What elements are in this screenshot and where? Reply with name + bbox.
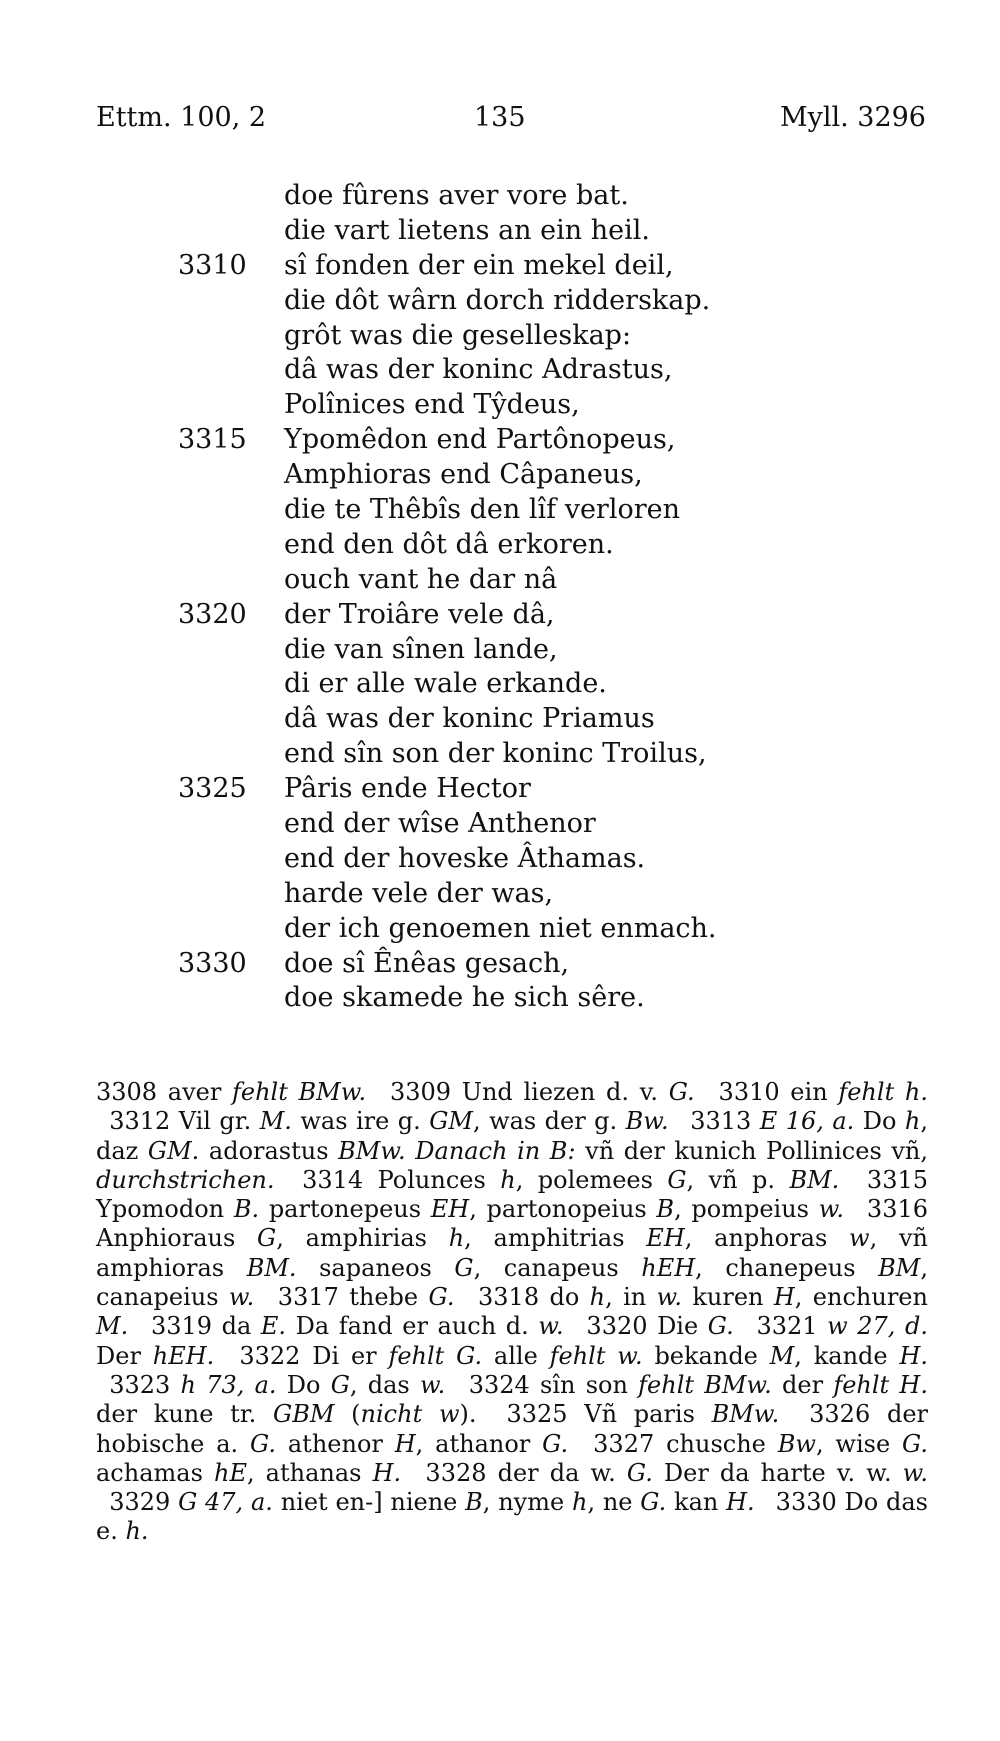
apparatus-reading: 3324 sîn son: [468, 1370, 639, 1399]
apparatus-siglum: h 73, a.: [180, 1370, 277, 1399]
apparatus-reading: 3310 ein: [718, 1078, 839, 1106]
verse-text: die vart lietens an ein heil.: [284, 214, 650, 246]
verse-text: die van sînen lande,: [284, 633, 558, 665]
apparatus-siglum: E 16, a.: [759, 1107, 855, 1136]
apparatus-siglum: fehlt BMw.: [232, 1078, 367, 1106]
verse-number: 3320: [178, 598, 247, 630]
apparatus-siglum: G 47, a.: [178, 1488, 273, 1517]
apparatus-reading: , athanas: [246, 1458, 373, 1487]
apparatus-reading: 3325 Vñ paris: [506, 1400, 712, 1429]
apparatus-reading: , kande: [794, 1341, 900, 1370]
verse-line: [0, 668, 1000, 703]
verse-text: ouch vant he dar nâ: [284, 563, 558, 595]
verse-text: harde vele der was,: [284, 877, 554, 909]
verse-line: [0, 285, 1000, 320]
apparatus-siglum: H.: [899, 1341, 929, 1370]
apparatus-siglum: B: [465, 1488, 483, 1517]
apparatus-siglum: h.: [125, 1517, 149, 1546]
apparatus-reading: , anphoras: [684, 1224, 850, 1253]
apparatus-note: [239, 1342, 928, 1370]
apparatus-siglum: H: [394, 1429, 416, 1458]
apparatus-reading: , nyme: [482, 1488, 572, 1517]
verse-line: [0, 773, 1000, 808]
apparatus-siglum: w.: [228, 1283, 255, 1312]
verse-line: [0, 389, 1000, 424]
verse-line: [0, 703, 1000, 738]
apparatus-reading: achamas: [96, 1458, 214, 1487]
verse-text: die dôt wârn dorch ridderskap.: [284, 284, 711, 316]
verse-text: der ich genoemen niet enmach.: [284, 912, 717, 944]
apparatus-siglum: G.: [902, 1429, 928, 1458]
apparatus-siglum: GM.: [147, 1136, 200, 1165]
verse-line: [0, 250, 1000, 285]
verse-text: dâ was der koninc Priamus: [284, 703, 655, 735]
apparatus-siglum: fehlt h.: [838, 1078, 928, 1106]
critical-apparatus: [96, 1078, 928, 1547]
verse-number: 3325: [178, 773, 247, 805]
apparatus-siglum: E.: [260, 1312, 287, 1341]
apparatus-reading: 3323: [109, 1370, 181, 1399]
apparatus-note: [719, 1078, 928, 1106]
apparatus-reading: Da fand er auch d.: [286, 1312, 539, 1341]
apparatus-siglum: h: [500, 1165, 516, 1194]
apparatus-reading: , in: [605, 1283, 657, 1312]
apparatus-siglum: hEH.: [152, 1341, 215, 1370]
apparatus-siglum: G: [257, 1224, 277, 1253]
apparatus-reading: , partonopeius: [469, 1195, 657, 1224]
apparatus-reading: bekande: [642, 1341, 770, 1370]
verse-text: end der wîse Anthenor: [284, 808, 596, 840]
verse-number: 3315: [178, 424, 247, 456]
apparatus-siglum: G.: [640, 1488, 667, 1517]
apparatus-reading: 3326 der hobische a.: [96, 1400, 928, 1458]
apparatus-siglum: Bw.: [625, 1107, 669, 1136]
verse-line: [0, 215, 1000, 250]
verse-number: 3310: [178, 249, 247, 281]
header-right-reference: Myll. 3296: [779, 102, 926, 133]
verse-line: [0, 564, 1000, 599]
apparatus-siglum: GM: [429, 1107, 473, 1136]
apparatus-note: [109, 1488, 755, 1516]
verse-line: [0, 913, 1000, 948]
apparatus-reading: , was der g.: [472, 1107, 626, 1136]
apparatus-reading: , enchuren: [794, 1283, 928, 1312]
verse-text: di er alle wale erkande.: [284, 668, 607, 700]
verse-line: [0, 634, 1000, 669]
apparatus-reading: , pompeius: [674, 1195, 819, 1224]
apparatus-reading: Do: [854, 1107, 905, 1136]
apparatus-reading: , athanor: [415, 1429, 543, 1458]
apparatus-siglum: G.: [428, 1283, 455, 1312]
apparatus-reading: sapaneos: [296, 1253, 455, 1282]
apparatus-siglum: G.: [707, 1312, 734, 1341]
apparatus-siglum: w.: [419, 1370, 446, 1399]
apparatus-reading: 3317 thebe: [277, 1283, 429, 1312]
apparatus-reading: 3309 Und liezen d. v.: [389, 1078, 669, 1106]
apparatus-siglum: M: [769, 1341, 795, 1370]
verse-line: [0, 529, 1000, 564]
apparatus-siglum: BMw. Danach in B:: [338, 1136, 576, 1165]
apparatus-reading: der: [771, 1370, 834, 1399]
header-left-reference: Ettm. 100, 2: [96, 102, 267, 133]
verse-line: [0, 354, 1000, 389]
apparatus-reading: 3321: [756, 1312, 828, 1341]
apparatus-reading: 3316 Anphioraus: [96, 1195, 928, 1253]
apparatus-reading: 3308 aver: [96, 1078, 232, 1106]
apparatus-reading: , daz: [96, 1107, 928, 1165]
apparatus-siglum: hEH: [641, 1253, 696, 1282]
apparatus-note: [586, 1312, 733, 1340]
running-header: [96, 102, 926, 142]
apparatus-reading: , canapeius: [96, 1253, 928, 1312]
apparatus-reading: , amphirias: [276, 1224, 449, 1253]
apparatus-reading: , wise: [815, 1429, 903, 1458]
apparatus-siglum: nicht w: [360, 1400, 460, 1429]
apparatus-note: [278, 1283, 455, 1311]
apparatus-siglum: H.: [726, 1488, 755, 1517]
apparatus-reading: Der da harte v. w.: [652, 1458, 903, 1487]
apparatus-siglum: h: [571, 1488, 588, 1517]
apparatus-note: [302, 1166, 839, 1194]
apparatus-reading: , vñ amphioras: [96, 1224, 928, 1282]
apparatus-note: [109, 1371, 445, 1399]
apparatus-note: [425, 1459, 928, 1487]
apparatus-reading: 3314 Polunces: [302, 1165, 501, 1194]
apparatus-reading: 3328 der da w.: [425, 1458, 627, 1487]
verse-line: [0, 878, 1000, 913]
apparatus-reading: partonepeus: [259, 1195, 431, 1224]
apparatus-siglum: Bw: [777, 1429, 816, 1458]
apparatus-reading: 3322 Di er: [239, 1341, 389, 1370]
apparatus-reading: 3327 chusche: [593, 1429, 778, 1458]
apparatus-note: [506, 1400, 779, 1428]
apparatus-siglum: G: [330, 1370, 350, 1399]
apparatus-siglum: w.: [818, 1195, 845, 1224]
apparatus-reading: 3318 do: [478, 1283, 590, 1312]
verse-line: [0, 599, 1000, 634]
apparatus-siglum: BM.: [789, 1165, 840, 1194]
verse-line: [0, 738, 1000, 773]
verse-line: [0, 180, 1000, 215]
apparatus-reading: , polemees: [515, 1165, 668, 1194]
apparatus-siglum: w.: [656, 1283, 682, 1312]
apparatus-reading: , ne: [587, 1488, 641, 1517]
verse-text: Ypomêdon end Partônopeus,: [284, 424, 676, 456]
apparatus-siglum: w: [849, 1224, 870, 1253]
apparatus-siglum: G.: [668, 1078, 695, 1106]
verse-text: doe sî Ênêas gesach,: [284, 947, 570, 979]
verse-text: end der hoveske Âthamas.: [284, 842, 646, 874]
apparatus-reading: , amphitrias: [464, 1224, 647, 1253]
verse-text: Amphioras end Câpaneus,: [284, 459, 643, 491]
apparatus-reading: ).: [459, 1400, 477, 1429]
apparatus-reading: vñ der kunich Pollinices vñ,: [575, 1136, 929, 1165]
apparatus-note: [151, 1312, 564, 1340]
apparatus-reading: niet en-] niene: [272, 1488, 466, 1517]
verse-line: [0, 948, 1000, 983]
apparatus-siglum: M.: [259, 1107, 292, 1136]
apparatus-siglum: EH: [430, 1195, 470, 1224]
apparatus-siglum: w.: [538, 1312, 564, 1341]
apparatus-siglum: durchstrichen.: [96, 1165, 275, 1194]
apparatus-siglum: B: [656, 1195, 675, 1224]
apparatus-reading: (: [334, 1400, 361, 1429]
verse-text: dâ was der koninc Adrastus,: [284, 354, 673, 386]
apparatus-reading: , chanepeus: [695, 1253, 879, 1282]
verse-line: [0, 843, 1000, 878]
verse-text: doe fûrens aver vore bat.: [284, 180, 629, 211]
apparatus-reading: , vñ p.: [686, 1165, 790, 1194]
apparatus-siglum: BM: [878, 1253, 921, 1282]
apparatus-siglum: w.: [902, 1458, 928, 1487]
verse-text: grôt was die geselleskap:: [284, 319, 632, 351]
apparatus-siglum: fehlt w.: [549, 1341, 643, 1370]
apparatus-siglum: hE: [213, 1458, 247, 1487]
apparatus-siglum: H: [773, 1283, 795, 1312]
apparatus-reading: was ire g.: [291, 1107, 430, 1136]
verse-text: Pâris ende Hector: [284, 773, 531, 805]
verse-line: [0, 982, 1000, 1017]
apparatus-reading: kuren: [681, 1283, 774, 1312]
apparatus-siglum: M.: [96, 1312, 129, 1341]
apparatus-reading: alle: [482, 1341, 550, 1370]
verse-text: der Troiâre vele dâ,: [284, 598, 555, 630]
apparatus-note: [109, 1107, 668, 1135]
apparatus-reading: Do: [276, 1370, 331, 1399]
verse-text: sî fonden der ein mekel deil,: [284, 249, 674, 281]
apparatus-siglum: h: [589, 1283, 606, 1312]
verse-text: doe skamede he sich sêre.: [284, 982, 645, 1014]
verse-line: [0, 459, 1000, 494]
apparatus-reading: adorastus: [199, 1136, 339, 1165]
apparatus-paragraph: [96, 1078, 928, 1547]
verse-number: 3330: [178, 947, 247, 979]
verse-text: end den dôt dâ erkoren.: [284, 528, 614, 560]
apparatus-note: [96, 1078, 366, 1106]
apparatus-siglum: H.: [372, 1458, 402, 1487]
apparatus-reading: 3313: [690, 1107, 760, 1136]
apparatus-siglum: G.: [250, 1429, 276, 1458]
apparatus-reading: kan: [666, 1488, 727, 1517]
apparatus-reading: , canapeus: [473, 1253, 642, 1282]
poem-text: [0, 180, 1000, 1017]
apparatus-reading: 3315 Ypomodon: [96, 1165, 928, 1224]
apparatus-reading: 3320 Die: [586, 1312, 708, 1341]
apparatus-siglum: fehlt BMw.: [638, 1370, 772, 1399]
apparatus-note: [390, 1078, 695, 1106]
verse-text: end sîn son der koninc Troilus,: [284, 738, 707, 770]
apparatus-siglum: BM.: [246, 1253, 297, 1282]
apparatus-siglum: fehlt G.: [388, 1341, 483, 1370]
verse-line: [0, 808, 1000, 843]
apparatus-reading: athenor: [276, 1429, 395, 1458]
apparatus-siglum: GBM: [273, 1400, 335, 1429]
apparatus-siglum: G: [454, 1253, 474, 1282]
verse-text: Polînices end Tŷdeus,: [284, 389, 580, 421]
apparatus-siglum: fehlt H.: [833, 1370, 928, 1399]
apparatus-siglum: BMw.: [711, 1400, 780, 1429]
verse-line: [0, 494, 1000, 529]
verse-line: [0, 320, 1000, 355]
apparatus-siglum: G.: [626, 1458, 653, 1487]
apparatus-siglum: G.: [542, 1429, 569, 1458]
apparatus-reading: 3319 da: [150, 1312, 261, 1341]
apparatus-siglum: G: [667, 1165, 687, 1194]
verse-line: [0, 424, 1000, 459]
apparatus-reading: , das: [349, 1370, 420, 1399]
apparatus-siglum: h: [904, 1107, 921, 1136]
apparatus-siglum: EH: [646, 1224, 685, 1253]
apparatus-reading: Der: [96, 1341, 153, 1370]
page-number: 135: [474, 102, 526, 133]
apparatus-siglum: B.: [233, 1195, 260, 1224]
verse-text: die te Thêbîs den lîf verloren: [284, 494, 681, 526]
apparatus-reading: 3329: [109, 1488, 179, 1517]
apparatus-reading: der kune tr.: [96, 1400, 274, 1429]
apparatus-reading: 3330 Do das e.: [96, 1488, 928, 1546]
apparatus-reading: 3312 Vil gr.: [109, 1107, 260, 1136]
apparatus-siglum: w 27, d.: [827, 1312, 928, 1341]
apparatus-siglum: h: [448, 1224, 465, 1253]
